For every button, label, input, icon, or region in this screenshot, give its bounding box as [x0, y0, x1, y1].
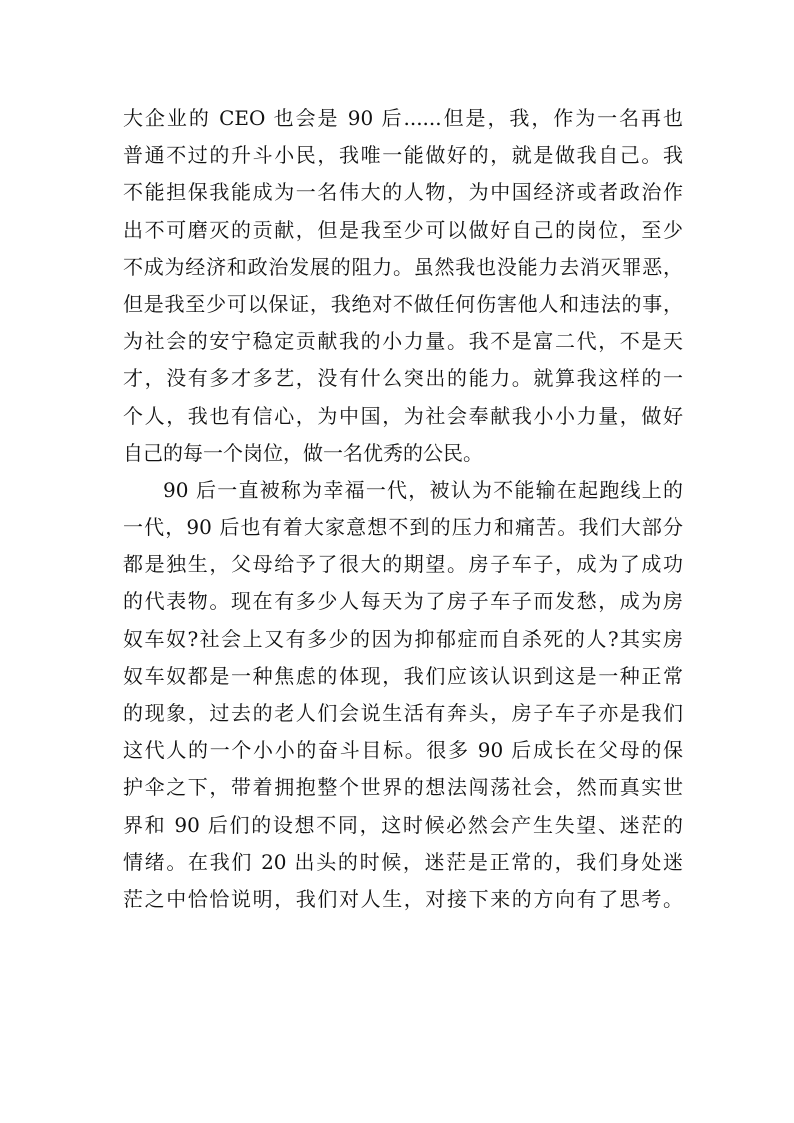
text-line: 这代人的一个小小的奋斗目标。很多 90 后成长在父母的保: [123, 738, 683, 763]
text-line: 的代表物。现在有多少人每天为了房子车子而发愁，成为房: [123, 589, 683, 614]
document-body: [123, 100, 683, 918]
text-line: 普通不过的升斗小民，我唯一能做好的，就是做我自己。我: [123, 143, 683, 168]
text-line: 为社会的安宁稳定贡献我的小力量。我不是富二代，不是天: [123, 329, 683, 354]
paragraph-2: [123, 472, 683, 918]
text-line: 不能担保我能成为一名伟大的人物，为中国经济或者政治作: [123, 180, 683, 205]
text-line: 奴车奴?社会上又有多少的因为抑郁症而自杀死的人?其实房: [123, 626, 683, 651]
text-line: 大企业的 CEO 也会是 90 后......但是，我，作为一名再也: [123, 106, 683, 130]
text-line: 茫之中恰恰说明，我们对人生，对接下来的方向有了思考。: [123, 886, 683, 911]
text-line: 一代，90 后也有着大家意想不到的压力和痛苦。我们大部分: [123, 515, 683, 540]
text-line: 但是我至少可以保证，我绝对不做任何伤害他人和违法的事，: [123, 291, 683, 316]
text-line: 的现象，过去的老人们会说生活有奔头，房子车子亦是我们: [123, 701, 683, 725]
paragraph-1: [123, 100, 683, 472]
text-line: 自己的每一个岗位，做一名优秀的公民。: [123, 440, 483, 465]
text-line: 不成为经济和政治发展的阻力。虽然我也没能力去消灭罪恶，: [123, 254, 683, 279]
text-line: 奴车奴都是一种焦虑的体现，我们应该认识到这是一种正常: [123, 663, 683, 688]
text-line: 90 后一直被称为幸福一代，被认为不能输在起跑线上的: [163, 477, 683, 502]
text-line: 才，没有多才多艺，没有什么突出的能力。就算我这样的一: [123, 366, 683, 391]
text-line: 个人，我也有信心，为中国，为社会奉献我小小力量，做好: [123, 403, 683, 428]
text-line: 护伞之下，带着拥抱整个世界的想法闯荡社会，然而真实世: [123, 775, 683, 800]
text-line: 出不可磨灭的贡献，但是我至少可以做好自己的岗位，至少: [123, 217, 683, 242]
text-line: 都是独生，父母给予了很大的期望。房子车子，成为了成功: [123, 552, 683, 577]
text-line: 界和 90 后们的设想不同，这时候必然会产生失望、迷茫的: [123, 812, 683, 837]
text-line: 情绪。在我们 20 出头的时候，迷茫是正常的，我们身处迷: [123, 849, 683, 874]
